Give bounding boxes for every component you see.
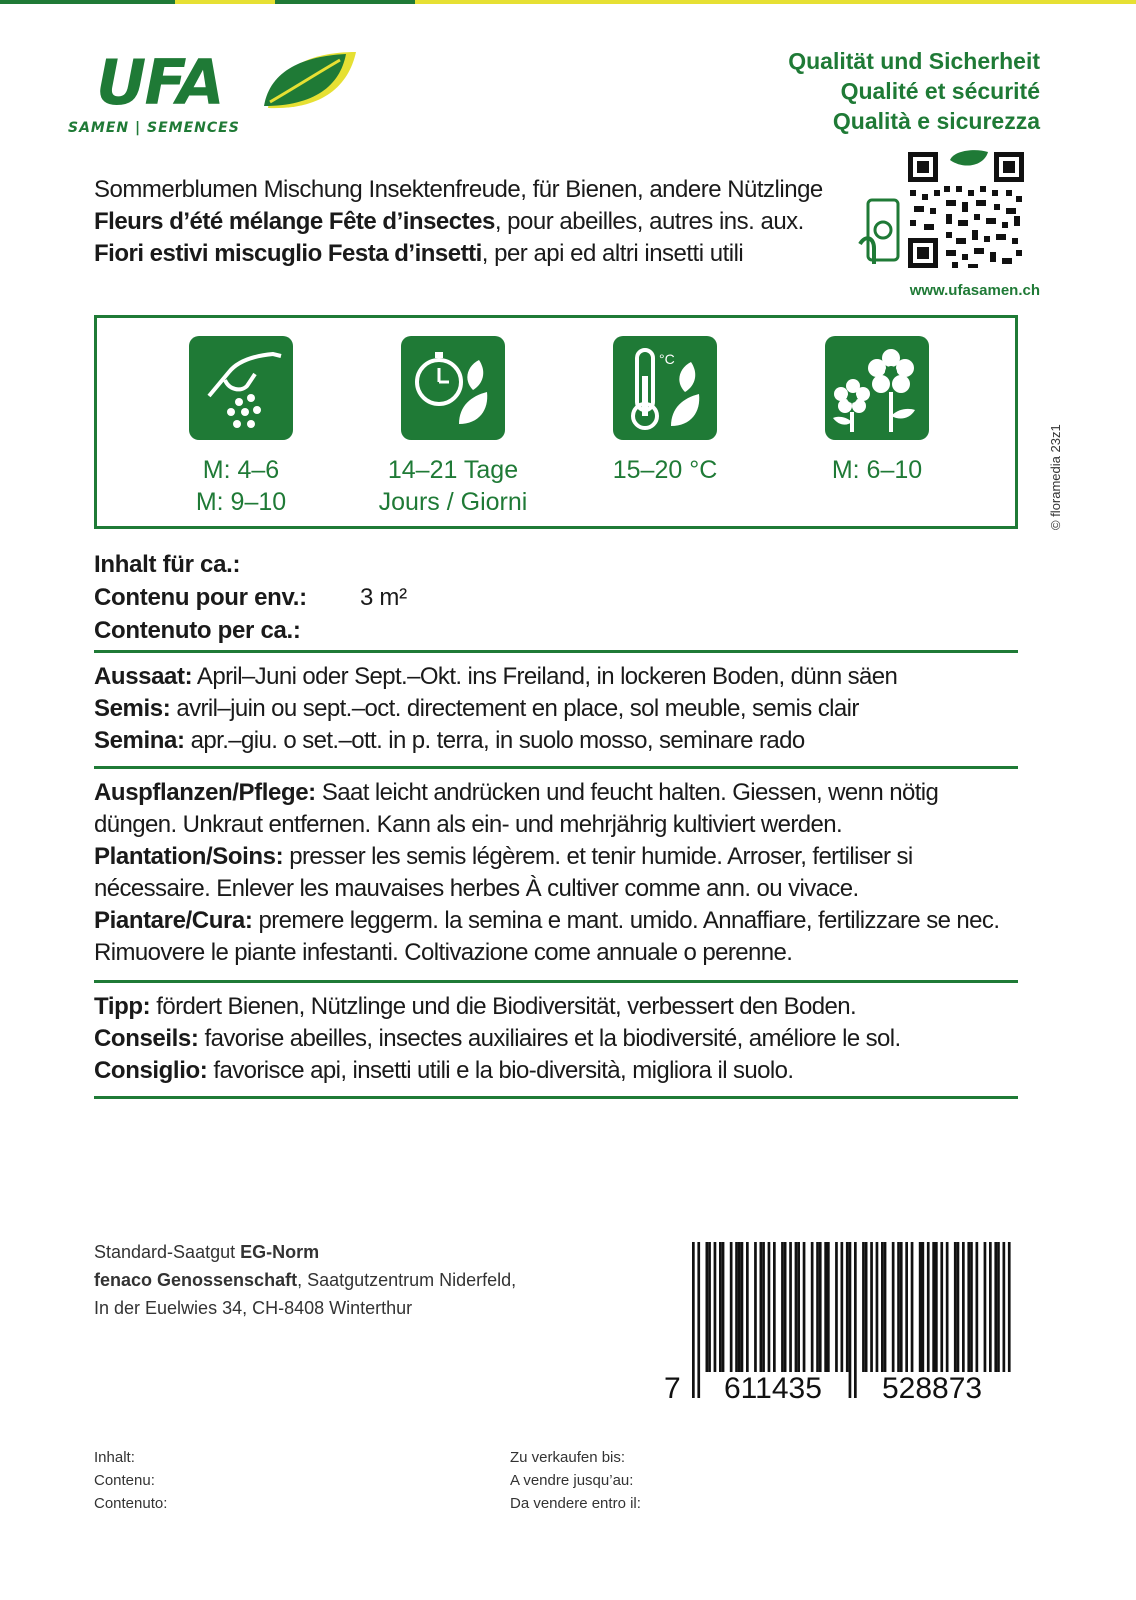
logo-wordmark: UFA — [96, 46, 223, 119]
barcode-bar — [789, 1242, 792, 1372]
sowing-months-1: M: 4–6 — [202, 456, 280, 484]
sowing-period — [151, 336, 331, 518]
barcode-bar — [762, 1242, 765, 1372]
barcode-bar — [846, 1242, 849, 1372]
tip-section: Tipp: fördert Bienen, Nützlinge und die Biodiversität, verbessert den Boden. Conseils: favorise abeilles, insectes auxiliaires et la biodiversité, améliore le sol. Consiglio: favorisce api, insetti utili e la bio-diversità, migliora il suolo. — [94, 993, 901, 1084]
contents-fr-label: Contenu pour env.: — [94, 584, 307, 611]
contents-value: 3 m² — [360, 584, 407, 611]
barcode-bar — [741, 1242, 744, 1372]
barcode-bar — [738, 1242, 741, 1372]
barcode-bar — [746, 1242, 749, 1372]
flowers-icon — [825, 336, 929, 440]
barcode-bar — [849, 1242, 852, 1398]
barcode-bar — [976, 1242, 979, 1372]
barcode-bar — [827, 1242, 830, 1372]
barcode-bar — [946, 1242, 949, 1372]
qr-code[interactable] — [906, 150, 1026, 270]
barcode-bar — [797, 1242, 800, 1372]
barcode-bar — [697, 1242, 700, 1398]
barcode-bar — [922, 1242, 925, 1372]
cultivation-icons-box — [94, 315, 1018, 529]
quality-fr: Qualité et sécurité — [840, 78, 1040, 104]
contents-de-label: Inhalt für ca.: — [94, 551, 241, 578]
barcode-bar — [784, 1242, 787, 1372]
germination-period — [363, 336, 543, 518]
barcode-bar — [862, 1242, 865, 1372]
barcode-bar — [708, 1242, 711, 1372]
barcode-bar — [932, 1242, 935, 1372]
barcode-bar — [970, 1242, 973, 1372]
barcode-bar — [824, 1242, 827, 1372]
barcode-bar — [919, 1242, 922, 1372]
contents-block — [94, 548, 1018, 647]
flowering-period — [787, 336, 967, 486]
barcode-bar — [881, 1242, 884, 1372]
product-title — [94, 174, 854, 270]
barcode-bar — [760, 1242, 763, 1372]
barcode-bar — [897, 1242, 900, 1372]
title-fr: Fleurs d’été mélange Fête d’insectes, pour abeilles, autres ins. aux. — [94, 208, 804, 235]
barcode-bar — [967, 1242, 970, 1372]
title-it: Fiori estivi miscuglio Festa d’insetti, per api ed altri insetti utili — [94, 240, 744, 267]
barcode-bar — [754, 1242, 757, 1372]
leaf-icon — [260, 48, 360, 114]
barcode-bar — [870, 1242, 873, 1372]
barcode-bar — [989, 1242, 992, 1372]
barcode-bar — [803, 1242, 806, 1372]
barcode-bar — [962, 1242, 965, 1372]
barcode-bar — [940, 1242, 943, 1372]
barcode-bar — [811, 1242, 814, 1372]
barcode-bar — [841, 1242, 844, 1372]
producer-info: Standard-Saatgut EG-Norm fenaco Genossenschaft, Saatgutzentrum Niderfeld, In der Euelwies 34, CH-8408 Winterthur — [94, 1242, 517, 1318]
barcode-bar — [876, 1242, 879, 1372]
barcode-bar — [773, 1242, 776, 1372]
sell-by-field: Zu verkaufen bis: A vendre jusqu’au: Da vendere entro il: — [510, 1449, 641, 1512]
barcode-bar — [816, 1242, 819, 1372]
divider — [94, 1096, 1018, 1099]
care-section: Auspflanzen/Pflege: Saat leicht andrücken und feucht halten. Giessen, wenn nötig düngen. Unkraut entfernen. Kann als ein- und mehrjährig kultiviert werden. Plantation/Soins: presser les semis légèrem. et tenir humide. Arroser, fertiliser si nécessaire. Enlever les mauvaises herbes À cultiver comme ann. ou vivace. Piantare/Cura: premere leggerm. la semina e mant. umido. Annaffiare, fertilizzare se nec. Rimuovere le piante infestanti. Coltivazione come annuale o perenne. — [94, 779, 1000, 966]
barcode-digits-left: 611435 — [724, 1372, 822, 1405]
contents-it-label: Contenuto per ca.: — [94, 617, 301, 644]
germination-temperature — [575, 336, 755, 486]
barcode-bar — [984, 1242, 987, 1372]
germination-days: 14–21 Tage — [387, 456, 519, 484]
barcode-bar — [722, 1242, 725, 1372]
barcode-bar — [781, 1242, 784, 1372]
qr-code-area[interactable] — [858, 150, 1038, 290]
germination-timer-icon — [401, 336, 505, 440]
ufa-logo — [68, 48, 368, 143]
title-de: Sommerblumen Mischung Insektenfreude, für Bienen, andere Nützlinge — [94, 176, 823, 203]
barcode-bar — [819, 1242, 822, 1372]
divider — [94, 650, 1018, 653]
barcode-bar — [954, 1242, 957, 1372]
barcode-bar — [1008, 1242, 1011, 1372]
barcode-bar — [706, 1242, 709, 1372]
barcode-bar — [905, 1242, 908, 1372]
sowing-months-2: M: 9–10 — [195, 488, 287, 516]
sowing-section: Aussaat: April–Juni oder Sept.–Okt. ins Freiland, in lockeren Boden, dünn säen Semis: avril–juin ou sept.–oct. directement en place, sol meuble, semis clair Semina: apr.–giu. o set.–ott. in p. terra, in suolo mosso, seminare rado — [94, 663, 898, 754]
barcode-bar — [994, 1242, 997, 1372]
divider — [94, 766, 1018, 769]
quality-it: Qualità e sicurezza — [832, 108, 1040, 134]
divider — [94, 980, 1018, 983]
svg-text:°C: °C — [659, 351, 675, 367]
barcode-bar — [835, 1242, 838, 1372]
barcode-bar — [927, 1242, 930, 1372]
barcode-bar — [865, 1242, 868, 1372]
phone-scan-icon — [858, 194, 906, 274]
logo-subtitle: SAMEN | SEMENCES — [68, 120, 240, 136]
barcode-bar — [1003, 1242, 1006, 1372]
top-color-stripe — [0, 0, 1136, 4]
barcode-bar — [768, 1242, 771, 1372]
barcode-bar — [795, 1242, 798, 1372]
barcode-bar — [884, 1242, 887, 1372]
barcode-bar — [735, 1242, 738, 1372]
barcode-digits-right: 528873 — [882, 1372, 983, 1405]
barcode-bar — [730, 1242, 733, 1372]
barcode-bar — [900, 1242, 903, 1372]
quality-de: Qualität und Sicherheit — [788, 48, 1040, 74]
thermometer-icon — [613, 336, 717, 440]
flowering-months: M: 6–10 — [831, 456, 923, 484]
temperature-range: 15–20 °C — [612, 456, 718, 484]
germination-days-label: Jours / Giorni — [378, 488, 528, 516]
barcode-bar — [997, 1242, 1000, 1372]
quality-statement — [788, 46, 1040, 136]
side-credit: © floramedia 23z1 — [1048, 424, 1063, 530]
barcode-bar — [714, 1242, 717, 1372]
barcode-bar — [854, 1242, 857, 1398]
barcode-bar — [692, 1242, 695, 1398]
website-link[interactable]: www.ufasamen.ch — [909, 282, 1040, 299]
barcode-bar — [719, 1242, 722, 1372]
barcode-bar — [957, 1242, 960, 1372]
barcode-digit-first: 7 — [664, 1372, 681, 1405]
sowing-hand-icon — [189, 336, 293, 440]
net-content-field: Inhalt: Contenu: Contenuto: — [94, 1449, 168, 1512]
barcode-bar — [911, 1242, 914, 1372]
barcode-bar — [892, 1242, 895, 1372]
barcode-bar — [935, 1242, 938, 1372]
